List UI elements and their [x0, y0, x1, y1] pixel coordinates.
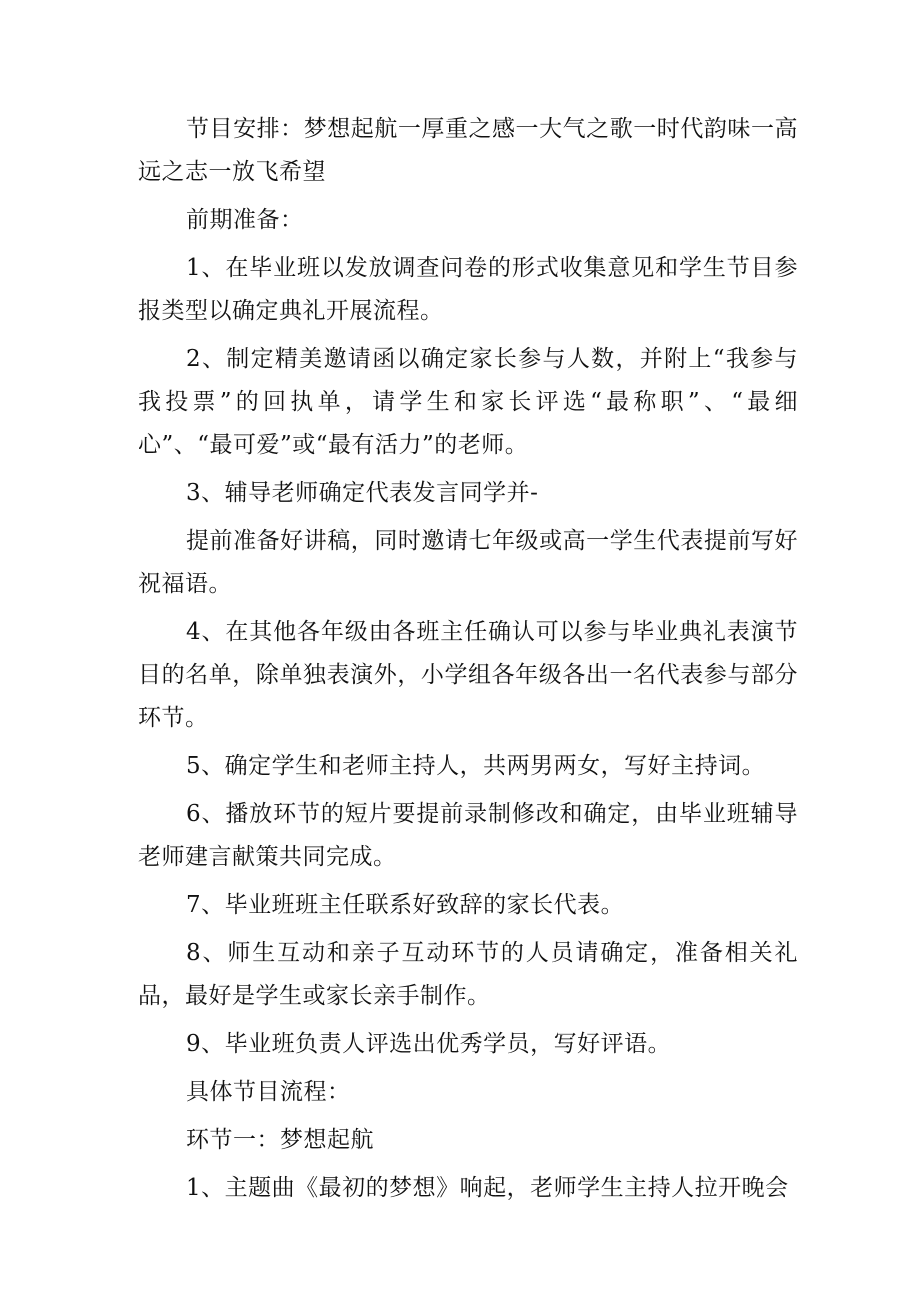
- document-body: [138, 108, 798, 1215]
- preparation-item-1: 1、在毕业班以发放调查问卷的形式收集意见和学生节目参报类型以确定典礼开展流程。: [138, 255, 798, 324]
- preparation-item-2: 2、制定精美邀请函以确定家长参与人数，并附上“我参与我投票”的回执单，请学生和家长评选“最称职”、“最细心”、“最可爱”或“最有活力”的老师。: [138, 346, 798, 458]
- preparation-item-7: 7、毕业班班主任联系好致辞的家长代表。: [186, 892, 625, 918]
- preparation-item-3-continued: 提前准备好讲稿，同时邀请七年级或高一学生代表提前写好祝福语。: [138, 528, 798, 597]
- preparation-item-5: 5、确定学生和老师主持人，共两男两女，写好主持词。: [186, 753, 766, 779]
- segment-one-heading: 环节一：梦想起航: [186, 1127, 374, 1153]
- preparation-item-9: 9、毕业班负责人评选出优秀学员，写好评语。: [186, 1031, 672, 1057]
- preparation-item-8: 8、师生互动和亲子互动环节的人员请确定，准备相关礼品，最好是学生或家长亲手制作。: [138, 940, 798, 1009]
- program-arrangement-paragraph: 节目安排：梦想起航一厚重之感一大气之歌一时代韵味一高远之志一放飞希望: [138, 116, 798, 185]
- preparation-heading: 前期准备：: [186, 207, 304, 233]
- segment-one-item-1: 1、主题曲《最初的梦想》响起，老师学生主持人拉开晚会: [186, 1175, 789, 1201]
- preparation-item-6: 6、播放环节的短片要提前录制修改和确定，由毕业班辅导老师建言献策共同完成。: [138, 801, 798, 870]
- preparation-item-3: 3、辅导老师确定代表发言同学并-: [186, 480, 539, 506]
- program-flow-heading: 具体节目流程：: [186, 1079, 351, 1105]
- preparation-item-4: 4、在其他各年级由各班主任确认可以参与毕业典礼表演节目的名单，除单独表演外，小学组各年级各出一名代表参与部分环节。: [138, 619, 798, 731]
